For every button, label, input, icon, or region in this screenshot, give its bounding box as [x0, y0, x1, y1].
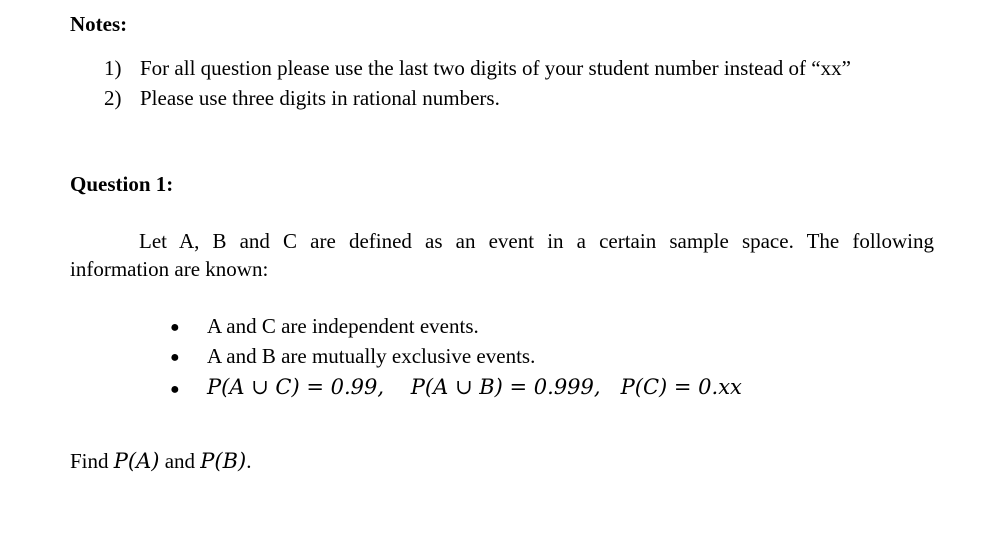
prob-a-union-c: P(A ∪ C) = 0.99,	[207, 375, 385, 399]
bullet-dot-icon: ●	[170, 381, 180, 398]
prob-c: P(C) = 0.xx	[620, 375, 742, 399]
bullet-dot-icon: ●	[170, 349, 180, 366]
find-period: .	[246, 449, 252, 473]
note-text: Please use three digits in rational numbers.	[140, 86, 500, 110]
find-instruction	[70, 449, 251, 474]
bullet-dot-icon: ●	[170, 319, 180, 336]
bullet-probabilities	[207, 375, 742, 399]
bullet-mutually-exclusive: A and B are mutually exclusive events.	[207, 344, 536, 368]
note-item-2	[104, 86, 500, 111]
prob-a-union-b: P(A ∪ B) = 0.999,	[410, 375, 601, 399]
note-number: 2)	[104, 86, 122, 110]
find-word: Find	[70, 449, 109, 473]
question-intro-line-2: information are known:	[70, 257, 269, 281]
question-intro-line-1: Let A, B and C are defined as an event in a certain sample space. The following	[139, 229, 934, 253]
question-heading: Question 1:	[70, 172, 174, 196]
bullet-independent-events: A and C are independent events.	[207, 314, 479, 338]
notes-heading: Notes:	[70, 12, 128, 36]
find-and: and	[164, 449, 196, 473]
note-text: For all question please use the last two digits of your student number instead of “xx”	[140, 56, 851, 80]
note-item-1	[104, 56, 851, 81]
find-pa: P(A)	[113, 449, 160, 473]
note-number: 1)	[104, 56, 122, 80]
find-pb: P(B)	[200, 449, 247, 473]
